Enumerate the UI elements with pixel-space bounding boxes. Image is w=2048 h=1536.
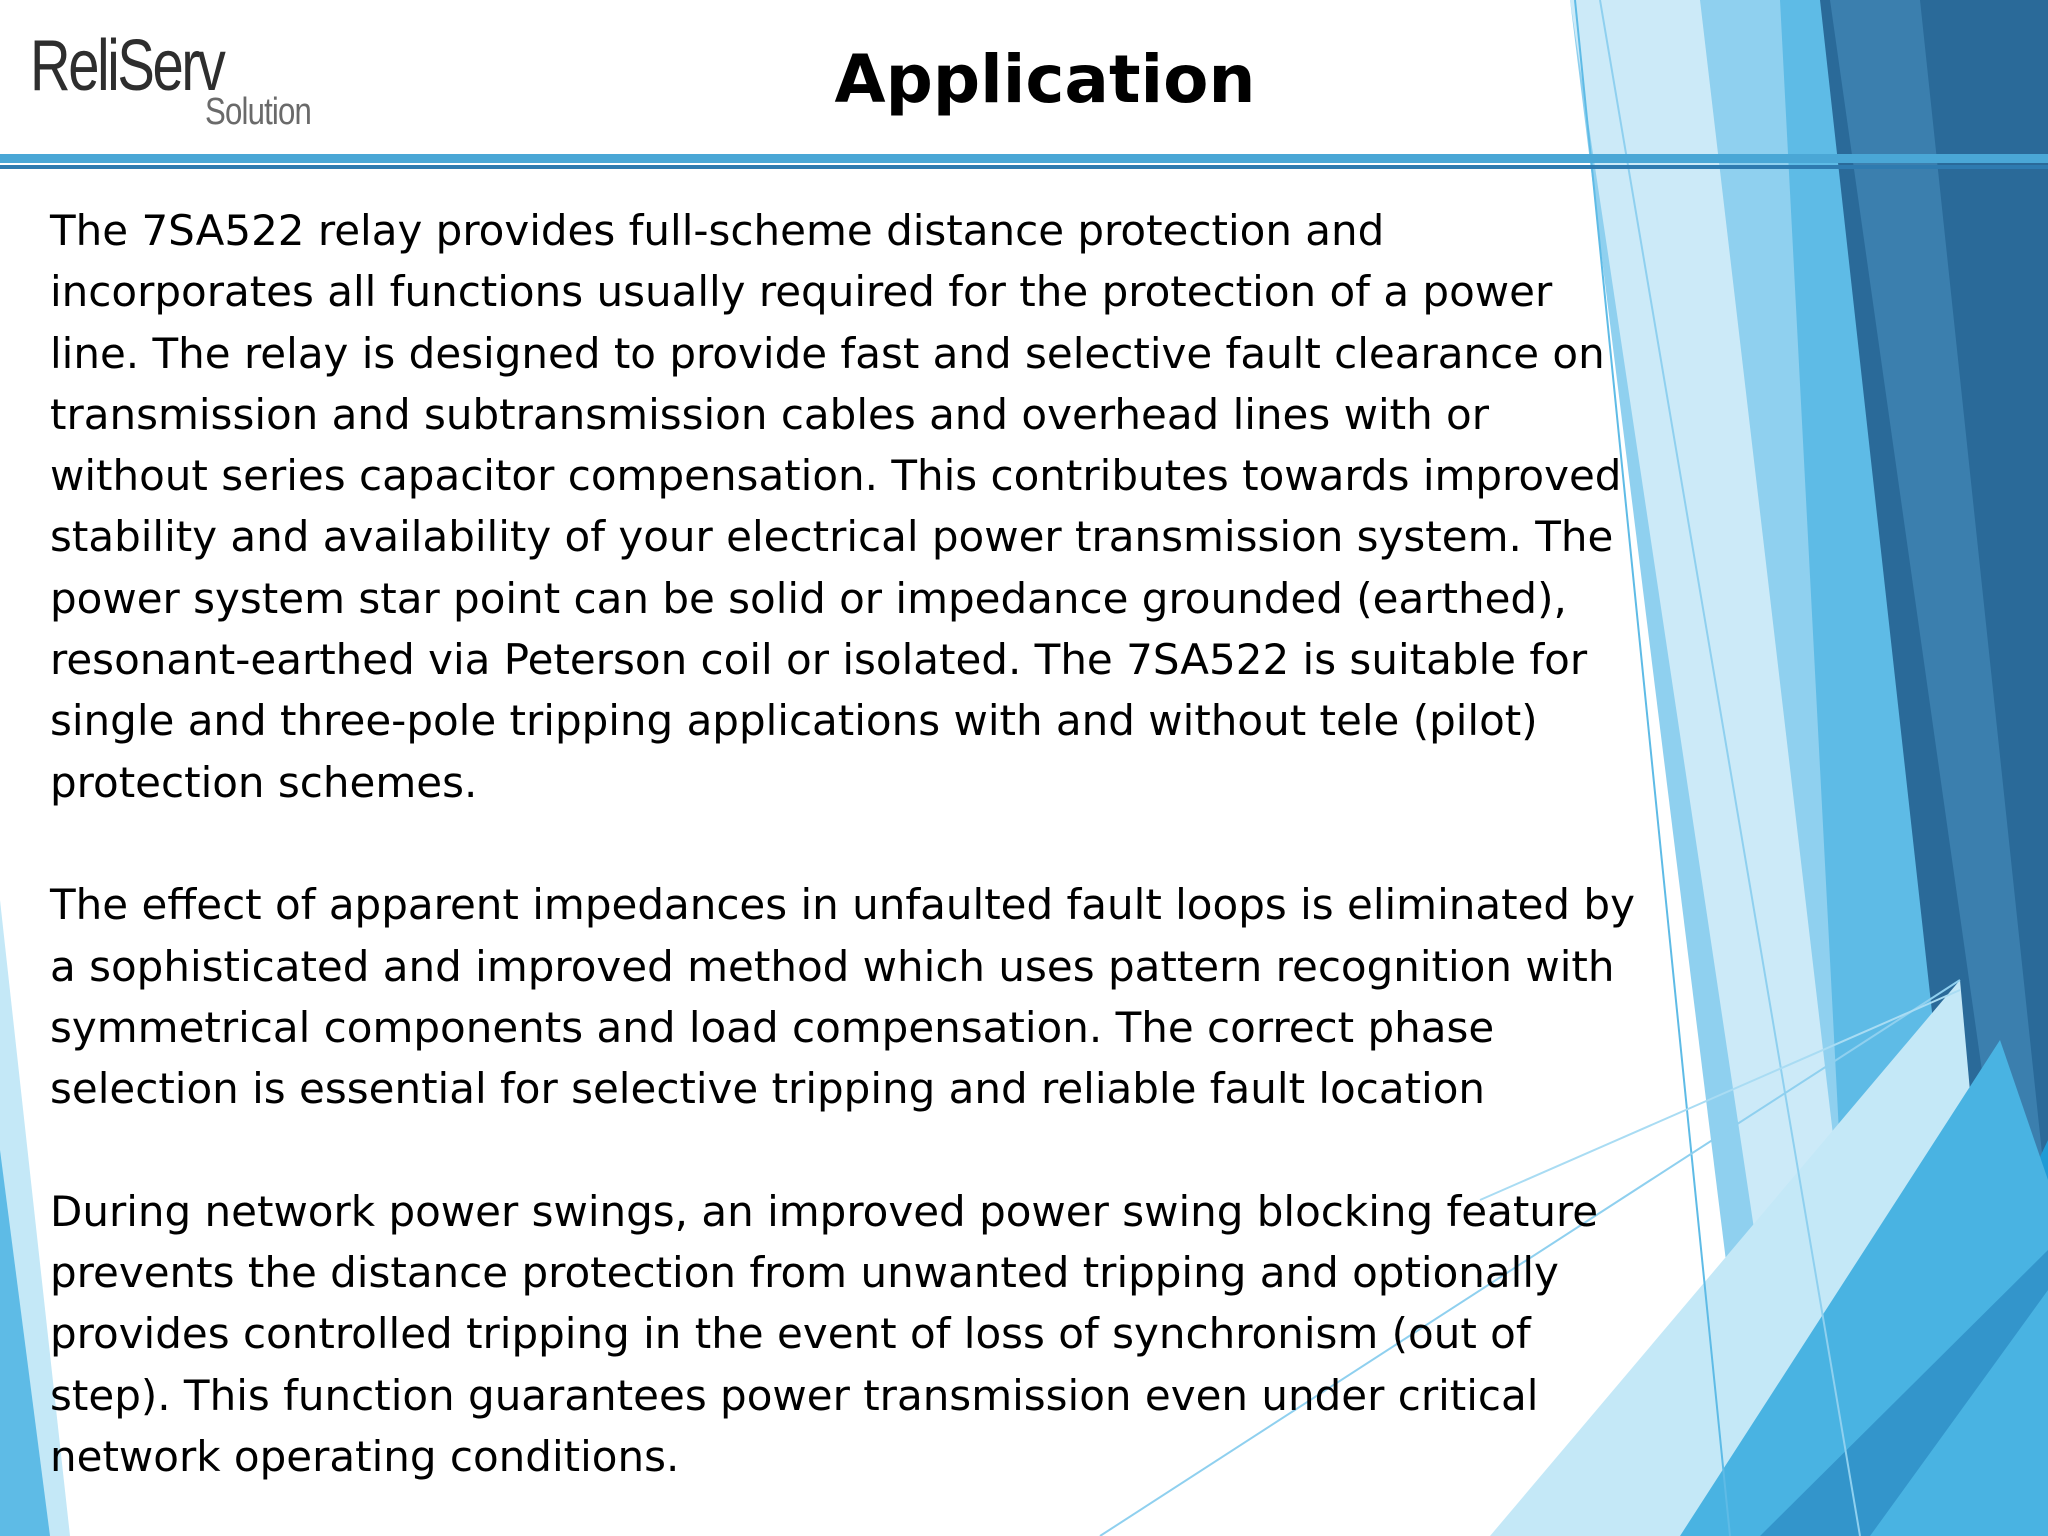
divider-bar-thin: [0, 165, 2048, 169]
paragraph-impedance: The effect of apparent impedances in unfaulted fault loops is eliminated by a sophisticated and improved method which uses pattern recognition with symmetrical components and load compensation. The correct phase selection is essential for selective tripping and reliable fault location: [50, 880, 1635, 1114]
header-divider: [0, 154, 2048, 172]
logo-tagline: Solution: [205, 91, 312, 133]
divider-bar: [0, 154, 2048, 163]
paragraph-power-swing: During network power swings, an improved power swing blocking feature prevents the distance protection from unwanted tripping and optionally provides controlled tripping in the event of loss of synchronism (out of step). This function guarantees power transmission even under critical network operating conditions.: [50, 1186, 1599, 1481]
company-logo: [30, 22, 330, 134]
slide-body: [50, 200, 1650, 1487]
paragraph-application: The 7SA522 relay provides full-scheme distance protection and incorporates all functions usually required for the protection of a power line. The relay is designed to provide fast and selective fault clearance on transmission and subtransmission cables and overhead lines with or without series capacitor compensation. This contributes towards improved stability and availability of your electrical power transmission system. The power system star point can be solid or impedance grounded (earthed), resonant-earthed via Peterson coil or isolated. The 7SA522 is suitable for single and three-pole tripping applications with and without tele (pilot) protection schemes.: [50, 206, 1622, 807]
slide-title: Application: [834, 41, 1256, 118]
logo-wordmark: ReliServ: [30, 26, 224, 106]
